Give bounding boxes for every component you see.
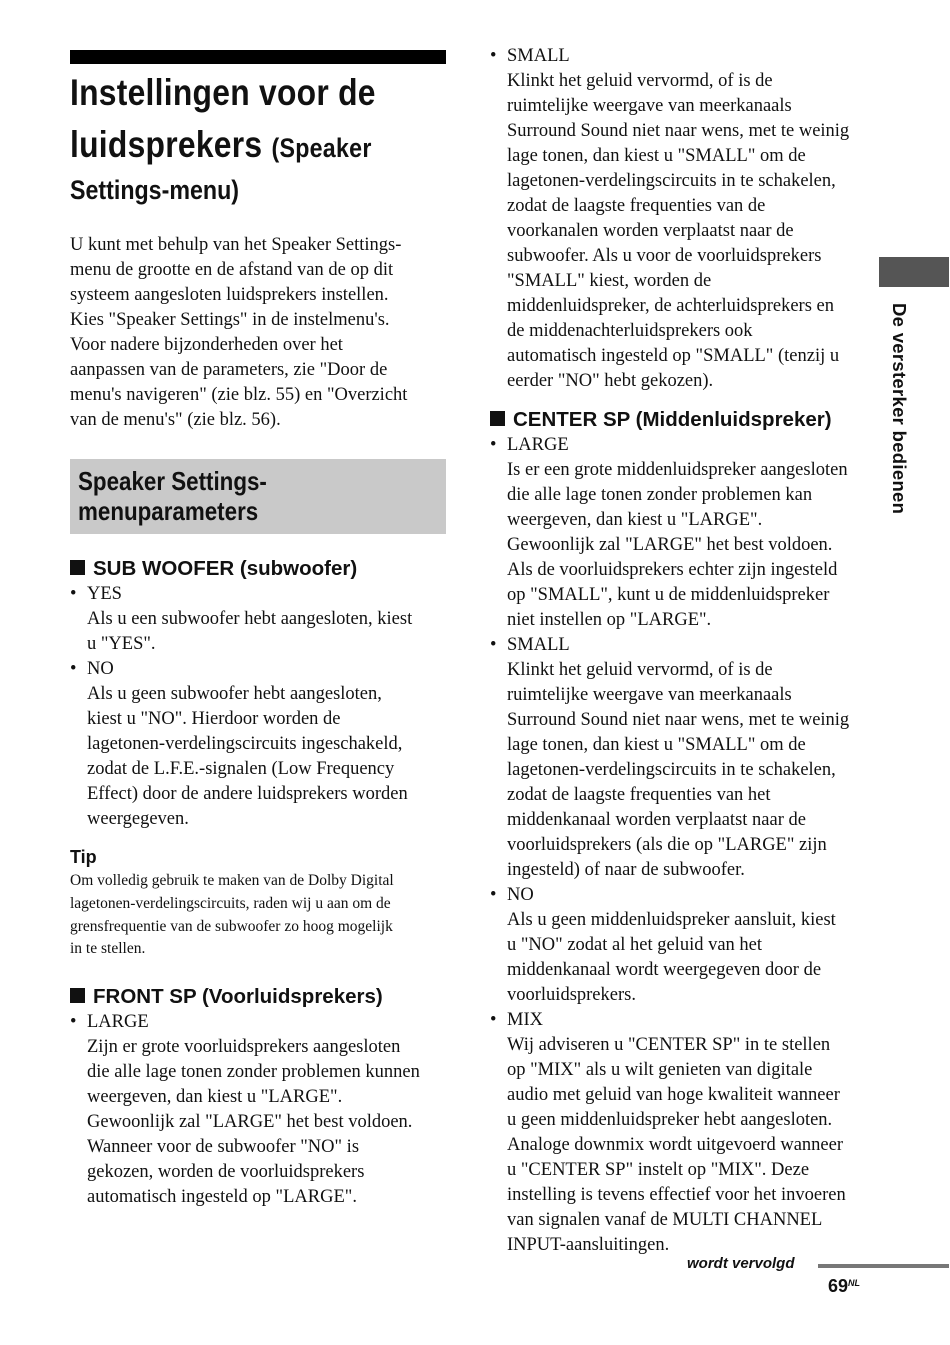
option-text-line: lagetonen-verdelingscircuits in te schakelen, — [507, 171, 836, 191]
option-text-line: "SMALL" kiest, worden de — [507, 271, 712, 291]
tip-line: grensfrequentie van de subwoofer zo hoog mogelijk — [70, 917, 393, 935]
option-text-line: voorkanalen worden verplaatst naar de — [507, 221, 794, 241]
center-small-option — [490, 633, 868, 883]
front-large-option — [70, 1010, 446, 1210]
center-mix-option — [490, 1008, 868, 1258]
bullet-icon: • — [490, 46, 497, 66]
section-tab-marker — [879, 257, 949, 287]
option-text-line: Surround Sound niet naar wens, met te weinig — [507, 121, 850, 141]
option-text-line: Analoge downmix wordt uitgevoerd wanneer — [507, 1135, 843, 1155]
tip-heading: Tip — [70, 847, 97, 867]
option-text-line: ingesteld) of naar de subwoofer. — [507, 860, 745, 880]
bullet-icon: • — [70, 1012, 77, 1033]
option-text-line: weergeven, dan kiest u "LARGE". — [507, 510, 763, 530]
option-label: NO — [87, 659, 114, 679]
option-text-line: weergeven, dan kiest u "LARGE". — [87, 1087, 343, 1108]
option-text-line: lage tonen, dan kiest u "SMALL" om de — [507, 735, 806, 755]
option-text-line: automatisch ingesteld op "SMALL" (tenzij u — [507, 346, 840, 366]
intro-line: van de menu's" (zie blz. 56). — [70, 410, 281, 430]
tip-text — [70, 870, 446, 961]
option-text-line: Klinkt het geluid vervormd, of is de — [507, 660, 773, 680]
option-label: LARGE — [507, 435, 569, 455]
option-text-line: zodat de L.F.E.-signalen (Low Frequency — [87, 759, 395, 779]
front-small-option — [490, 44, 868, 394]
option-text-line: van signalen vanaf de MULTI CHANNEL — [507, 1210, 823, 1230]
section-side-label: De versterker bedienen — [889, 303, 910, 515]
option-label: SMALL — [507, 635, 570, 655]
center-sp-heading — [490, 407, 868, 433]
bullet-icon: • — [70, 584, 77, 604]
option-label: SMALL — [507, 46, 570, 66]
page-language-code: NL — [848, 1278, 861, 1288]
intro-line: menu's navigeren" (zie blz. 55) en "Overzicht — [70, 385, 408, 405]
option-text-line: u "NO" zodat al het geluid van het — [507, 935, 763, 955]
option-text-line: instelling is tevens effectief voor het invoeren — [507, 1185, 846, 1205]
option-text-line: middenluidspreker, de achterluidsprekers en — [507, 296, 835, 316]
front-sp-heading — [70, 984, 446, 1010]
center-no-option — [490, 883, 868, 1008]
intro-line: U kunt met behulp van het Speaker Settings- — [70, 235, 402, 255]
option-text-line: middenkanaal wordt weergegeven door de — [507, 960, 822, 980]
parameters-heading-line2: menuparameters — [78, 496, 259, 526]
page-number — [828, 1276, 860, 1297]
intro-line: Kies "Speaker Settings" in de instelmenu's. — [70, 310, 390, 330]
option-text-line: zodat de laagste frequenties van het — [507, 785, 771, 805]
option-text-line: Surround Sound niet naar wens, met te weinig — [507, 710, 850, 730]
option-text-line: Effect) door de andere luidsprekers worden — [87, 784, 408, 804]
parameters-heading-box — [70, 459, 446, 534]
option-text-line: middenkanaal worden verplaatst naar de — [507, 810, 806, 830]
option-text-line: u "YES". — [87, 634, 156, 654]
option-text-line: u "CENTER SP" instelt op "MIX". Deze — [507, 1160, 810, 1180]
option-text-line: Zijn er grote voorluidsprekers aangesloten — [87, 1037, 401, 1058]
left-column — [70, 50, 446, 1210]
option-text-line: audio met geluid van hoge kwaliteit wanneer — [507, 1085, 840, 1105]
option-text-line: lage tonen, dan kiest u "SMALL" om de — [507, 146, 806, 166]
page-number-value: 69 — [828, 1276, 849, 1296]
front-sp-heading-text: FRONT SP (Voorluidsprekers) — [93, 985, 383, 1009]
page-title-line2 — [70, 122, 393, 171]
option-text-line: op "MIX" als u wilt genieten van digitale — [507, 1060, 813, 1080]
intro-line: menu de grootte en de afstand van de op dit — [70, 260, 394, 280]
tip-line: Om volledig gebruik te maken van de Dolby Digital — [70, 872, 394, 889]
intro-line: aanpassen van de parameters, zie "Door de — [70, 360, 388, 380]
option-text-line: u geen middenluidspreker hebt aangesloten. — [507, 1110, 833, 1130]
title-rule — [70, 50, 446, 64]
continued-note: wordt vervolgd — [687, 1255, 795, 1272]
option-label: MIX — [507, 1010, 543, 1030]
bullet-icon: • — [490, 635, 497, 655]
option-label: NO — [507, 885, 534, 905]
option-text-line: lagetonen-verdelingscircuits in te schakelen, — [507, 760, 836, 780]
bullet-icon: • — [70, 659, 77, 679]
option-text-line: automatisch ingesteld op "LARGE". — [87, 1187, 357, 1208]
right-column — [490, 44, 868, 1258]
option-text-line: gekozen, worden de voorluidsprekers — [87, 1162, 365, 1183]
option-text-line: Als u geen subwoofer hebt aangesloten, — [87, 684, 382, 704]
option-text-line: die alle lage tonen zonder problemen kan — [507, 485, 813, 505]
option-text-line: Is er een grote middenluidspreker aangesloten — [507, 460, 848, 480]
option-text-line: Gewoonlijk zal "LARGE" het best voldoen. — [87, 1112, 413, 1133]
option-text-line: ruimtelijke weergave van meerkanaals — [507, 685, 792, 705]
center-large-option — [490, 433, 868, 633]
option-text-line: INPUT-aansluitingen. — [507, 1235, 670, 1255]
option-text-line: eerder "NO" hebt gekozen). — [507, 371, 714, 391]
subwoofer-no-option — [70, 657, 446, 832]
option-text-line: Wanneer voor de subwoofer "NO" is — [87, 1137, 360, 1158]
parameters-heading-line1: Speaker Settings- — [78, 466, 267, 496]
bullet-icon: • — [490, 885, 497, 905]
option-text-line: ruimtelijke weergave van meerkanaals — [507, 96, 792, 116]
subwoofer-yes-option — [70, 582, 446, 657]
page-title-sub: (Speaker — [271, 133, 372, 163]
option-text-line: weergegeven. — [87, 809, 189, 829]
square-bullet-icon — [70, 560, 85, 575]
option-text-line: lagetonen-verdelingscircuits ingeschakeld, — [87, 734, 403, 754]
bullet-icon: • — [490, 1010, 497, 1030]
intro-paragraph — [70, 233, 446, 433]
tip-line: in te stellen. — [70, 940, 146, 958]
page-title-main: luidsprekers — [70, 124, 263, 165]
option-text-line: op "SMALL", kunt u de middenluidspreker — [507, 585, 830, 605]
intro-line: systeem aangesloten luidsprekers instellen. — [70, 285, 389, 305]
subwoofer-heading — [70, 556, 446, 582]
continued-rule — [818, 1264, 949, 1268]
option-label: LARGE — [87, 1012, 149, 1033]
subwoofer-heading-text: SUB WOOFER (subwoofer) — [93, 557, 358, 580]
option-text-line: kiest u "NO". Hierdoor worden de — [87, 709, 341, 729]
option-text-line: voorluidsprekers (als die op "LARGE" zijn — [507, 835, 827, 855]
option-label: YES — [87, 584, 122, 604]
option-text-line: Gewoonlijk zal "LARGE" het best voldoen. — [507, 535, 833, 555]
option-text-line: Als de voorluidsprekers echter zijn ingesteld — [507, 560, 838, 580]
page-title-line3: Settings-menu) — [70, 175, 240, 205]
option-text-line: de middenachterluidsprekers ook — [507, 321, 753, 341]
option-text-line: Wij adviseren u "CENTER SP" in te stellen — [507, 1035, 831, 1055]
intro-line: Voor nadere bijzonderheden over het — [70, 335, 343, 355]
option-text-line: subwoofer. Als u voor de voorluidsprekers — [507, 246, 822, 266]
option-text-line: zodat de laagste frequenties van de — [507, 196, 766, 216]
option-text-line: Als u geen middenluidspreker aansluit, kiest — [507, 910, 836, 930]
option-text-line: niet instellen op "LARGE". — [507, 610, 712, 630]
bullet-icon: • — [490, 435, 497, 455]
square-bullet-icon — [70, 988, 85, 1003]
option-text-line: voorluidsprekers. — [507, 985, 636, 1005]
page-title-line1: Instellingen voor de — [70, 72, 376, 113]
square-bullet-icon — [490, 411, 505, 426]
option-text-line: Als u een subwoofer hebt aangesloten, kiest — [87, 609, 413, 629]
option-text-line: die alle lage tonen zonder problemen kunnen — [87, 1062, 420, 1083]
option-text-line: Klinkt het geluid vervormd, of is de — [507, 71, 773, 91]
center-sp-heading-text: CENTER SP (Middenluidspreker) — [513, 408, 832, 431]
tip-line: lagetonen-verdelingscircuits, raden wij u aan om de — [70, 894, 391, 912]
